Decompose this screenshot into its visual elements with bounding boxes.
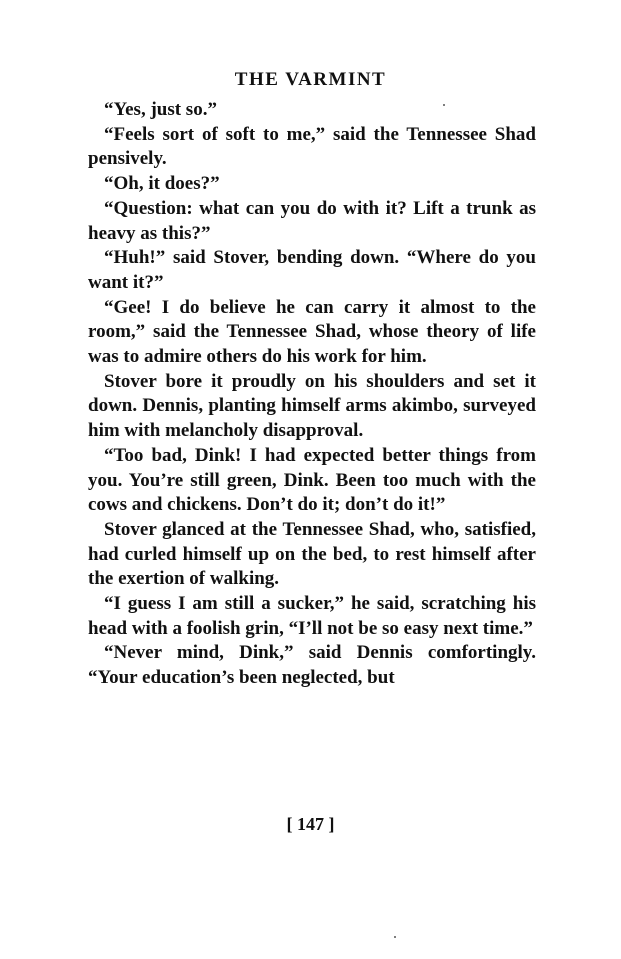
running-head: THE VARMINT bbox=[234, 69, 387, 90]
paragraph-11: “Never mind, Dink,” said Dennis comfortingly. “Your education’s been neglected, but bbox=[88, 642, 536, 689]
paragraph-6: “Gee! I do believe he can carry it almost to the room,” said the Tennessee Shad, whose theory of life was to admire others do his work for him. bbox=[88, 296, 536, 368]
paragraph-10: “I guess I am still a sucker,” he said, scratching his head with a foolish grin, “I’ll not be so easy next time.” bbox=[88, 593, 536, 639]
paragraph-9: Stover glanced at the Tennessee Shad, who, satisfied, had curled himself up on the bed, to rest himself after the exertion of walking. bbox=[88, 518, 536, 590]
body-text bbox=[88, 98, 536, 691]
paragraph-8: “Too bad, Dink! I had expected better things from you. You’re still green, Dink. Been too much with the cows and chickens. Don’t do it; don’t do it!” bbox=[88, 444, 536, 516]
page-number: [ 147 ] bbox=[286, 814, 335, 834]
paragraph-1: “Yes, just so.” bbox=[104, 99, 217, 120]
paragraph-4: “Question: what can you do with it? Lift a trunk as heavy as this?” bbox=[88, 197, 536, 244]
print-speck bbox=[443, 104, 445, 106]
paragraph-5: “Huh!” said Stover, bending down. “Where do you want it?” bbox=[88, 247, 536, 293]
paragraph-7: Stover bore it proudly on his shoulders and set it down. Dennis, planting himself arms akimbo, surveyed him with melancholy disapproval. bbox=[88, 370, 536, 442]
paragraph-3: “Oh, it does?” bbox=[104, 173, 220, 195]
print-speck bbox=[394, 936, 396, 938]
paragraph-2: “Feels sort of soft to me,” said the Tennessee Shad pensively. bbox=[88, 123, 536, 170]
